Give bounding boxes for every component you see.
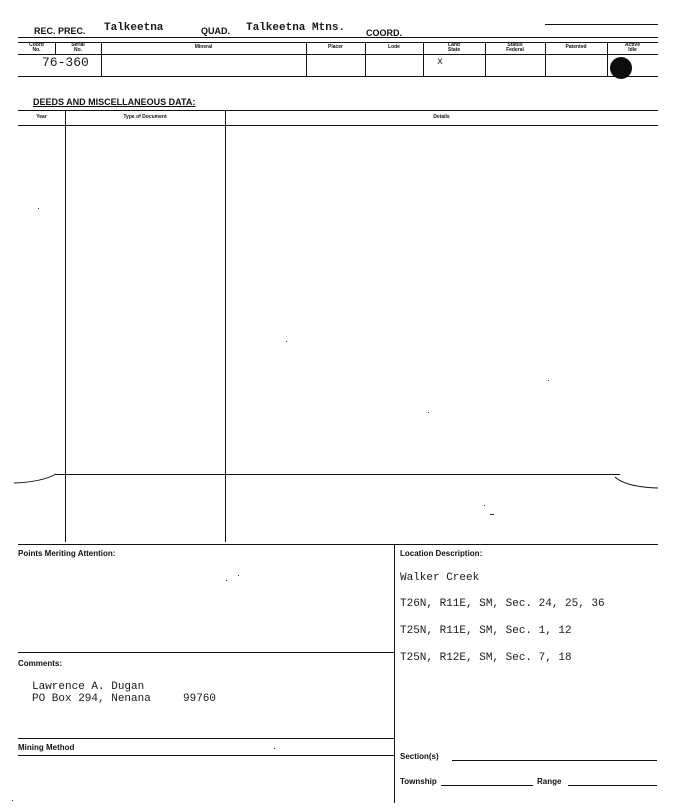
rec-prec-label: REC. PREC. bbox=[34, 26, 86, 36]
quad-value: Talkeetna Mtns. bbox=[246, 22, 346, 34]
header-underline bbox=[18, 37, 658, 38]
sections-label: Section(s) bbox=[400, 752, 439, 761]
township-label: Township bbox=[400, 777, 437, 786]
col-placer: Placer bbox=[327, 44, 343, 50]
quad-label: QUAD. bbox=[201, 26, 230, 36]
land-state-mark: x bbox=[437, 57, 444, 68]
location-line-2: T26N, R11E, SM, Sec. 24, 25, 36 bbox=[400, 598, 605, 610]
rec-prec-value: Talkeetna bbox=[104, 22, 164, 34]
col-patented: Patented bbox=[565, 44, 587, 50]
coord-label: COORD. bbox=[366, 28, 402, 38]
col-type-of-document: Type of Document bbox=[123, 114, 167, 120]
deeds-table bbox=[18, 110, 658, 545]
location-line-1: Walker Creek bbox=[400, 572, 480, 584]
fold-curve-right bbox=[612, 474, 662, 492]
sections-field-line bbox=[452, 760, 657, 761]
deeds-title: DEEDS AND MISCELLANEOUS DATA: bbox=[33, 97, 196, 107]
mining-method-label: Mining Method bbox=[18, 743, 75, 752]
lower-divider bbox=[394, 545, 395, 803]
col-mineral: Mineral bbox=[194, 44, 213, 50]
col-active-idle: Active Idle bbox=[624, 42, 640, 53]
comments-top-rule bbox=[18, 652, 394, 653]
comments-name: Lawrence A. Dugan bbox=[32, 681, 145, 693]
comments-label: Comments: bbox=[18, 659, 63, 668]
range-field-line bbox=[568, 785, 657, 786]
location-line-4: T25N, R12E, SM, Sec. 7, 18 bbox=[400, 652, 572, 664]
mining-method-underline bbox=[18, 755, 394, 756]
col-year: Year bbox=[36, 114, 47, 120]
coord-serial-value: 76-360 bbox=[42, 55, 89, 70]
fold-curve-left bbox=[12, 470, 62, 486]
col-lode: Lode bbox=[388, 44, 400, 50]
location-line-3: T25N, R11E, SM, Sec. 1, 12 bbox=[400, 625, 572, 637]
col-status-federal: Status Federal bbox=[506, 42, 524, 53]
points-meriting-attention-label: Points Meriting Attention: bbox=[18, 549, 116, 558]
mining-method-top-rule bbox=[18, 738, 394, 739]
col-land-state: Land State bbox=[447, 42, 461, 53]
comments-address: PO Box 294, Nenana bbox=[32, 693, 151, 705]
active-idle-filled-dot bbox=[610, 57, 632, 79]
col-details: Details bbox=[433, 114, 450, 120]
range-label: Range bbox=[537, 777, 562, 786]
header-top-right-rule bbox=[545, 24, 658, 25]
col-serial-no: Serial No. bbox=[71, 42, 85, 53]
comments-zip: 99760 bbox=[183, 693, 217, 705]
col-coord-no: Coord No. bbox=[29, 42, 44, 53]
township-field-line bbox=[441, 785, 533, 786]
location-description-label: Location Description: bbox=[400, 549, 483, 558]
